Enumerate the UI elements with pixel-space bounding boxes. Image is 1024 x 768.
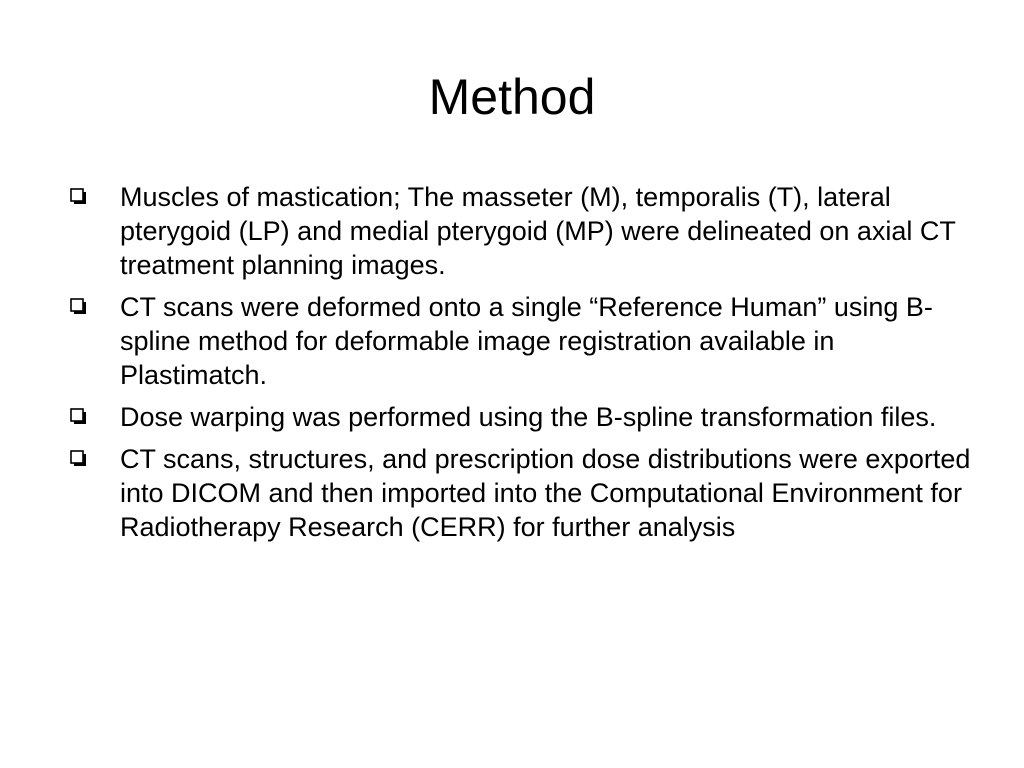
bullet-item	[66, 180, 976, 282]
checkbox-icon	[70, 298, 87, 315]
bullet-text: Dose warping was performed using the B-spline transformation files.	[120, 402, 937, 432]
bullet-item	[66, 290, 976, 392]
bullet-text: CT scans were deformed onto a single “Reference Human” using B-spline method for deformable image registration available in Plastimatch.	[120, 292, 933, 390]
bullet-text: CT scans, structures, and prescription dose distributions were exported into DICOM and then imported into the Computational Environment for Radiotherapy Research (CERR) for further analysis	[120, 444, 971, 542]
slide-title: Method	[428, 69, 596, 125]
checkbox-icon	[70, 188, 87, 205]
checkbox-icon	[70, 408, 87, 425]
bullet-item	[66, 442, 976, 544]
bullet-text: Muscles of mastication; The masseter (M), temporalis (T), lateral pterygoid (LP) and medial pterygoid (MP) were delineated on axial CT treatment planning images.	[120, 182, 956, 280]
checkbox-icon	[70, 450, 87, 467]
bullet-item	[66, 400, 976, 434]
bullet-list	[66, 180, 976, 552]
